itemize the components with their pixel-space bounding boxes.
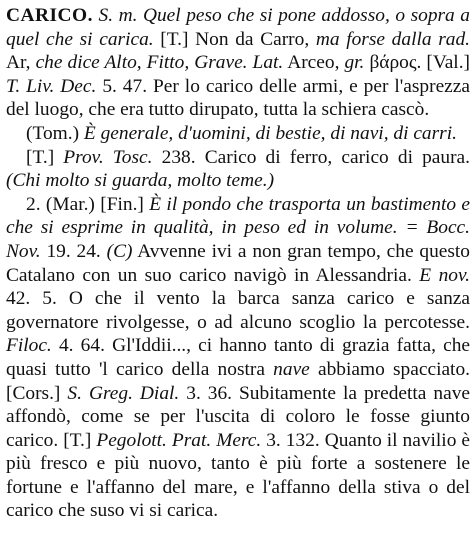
text-segment: Pegolott. Prat. Merc. <box>96 429 262 451</box>
text-segment: 4. 64. Gl'Iddii..., ci hanno tanto di grazia fatta, che quasi tutto 'l carico della nostra <box>6 335 470 380</box>
text-segment: [T.] <box>26 146 64 168</box>
text-segment: (Chi molto si guarda, molto teme.) <box>6 170 275 192</box>
text-segment: 3. 132. Quanto il navilio è più fresco e più nuovo, tanto è più forte a sostenere le fortune e l'affanno del mare, e l'affanno della stiva o del carico che suso vi si carica. <box>6 429 470 522</box>
text-segment: Avvenne ivi a non gran tempo, che questo Catalano con un suo carico navigò in Alessandria. <box>6 240 470 286</box>
text-segment: È generale, d'uomini, di bestie, di navi, di carri. <box>83 122 457 144</box>
text-segment: 5. 47. Per lo carico delle armi, e per l'asprezza del luogo, che era tutto dirupato, tutta la schiera cascò. <box>6 75 471 121</box>
text-segment: S. m. Quel peso che si pone addosso, o sopra a quel che si carica. <box>6 5 470 50</box>
text-segment: S. Greg. Dial. <box>67 382 180 404</box>
entry-paragraph-1 <box>6 4 470 122</box>
text-segment: (C) <box>106 240 133 262</box>
text-segment: Ar, <box>6 52 36 74</box>
text-segment: E nov. <box>419 264 470 286</box>
text-segment: 2. (Mar.) [Fin.] <box>26 193 150 215</box>
text-segment: Arceo, <box>283 52 345 74</box>
text-segment: È il pondo che trasporta un bastimento e che si esprime in qualità, in peso ed in volume. = Bocc. Nov. <box>6 193 470 262</box>
headword: CARICO. <box>6 5 93 26</box>
text-segment: 238. Carico di ferro, carico di paura. <box>152 146 470 168</box>
text-segment: Filoc. <box>6 335 52 357</box>
text-segment: (Tom.) <box>26 122 84 144</box>
entry-paragraph-2 <box>6 122 470 146</box>
entry-paragraph-3 <box>6 146 470 193</box>
text-segment: ma forse dalla rad. <box>315 28 470 50</box>
entry-paragraph-4 <box>6 193 470 523</box>
text-segment: nave <box>273 358 310 380</box>
text-segment: abbiamo spacciato. [Cors.] <box>6 358 470 404</box>
text-segment: [T.] Non da Carro, <box>153 28 316 50</box>
text-segment: gr. <box>344 52 365 74</box>
text-segment: 19. 24. <box>40 240 107 262</box>
text-segment: 42. 5. O che il vento la barca sanza carico e sanza governatore rivolgesse, o ad alcuno scoglio la percotesse. <box>6 288 470 333</box>
text-segment: che dice Alto, Fitto, Grave. Lat. <box>35 52 284 74</box>
text-segment: Prov. Tosc. <box>63 146 153 168</box>
text-segment: βάρος. [Val.] <box>364 52 470 74</box>
text-segment: 3. 36. Subitamente la predetta nave affondò, come se per l'uscita di coloro le fosse giunto carico. [T.] <box>6 382 470 451</box>
text-segment: T. Liv. Dec. <box>6 75 97 97</box>
